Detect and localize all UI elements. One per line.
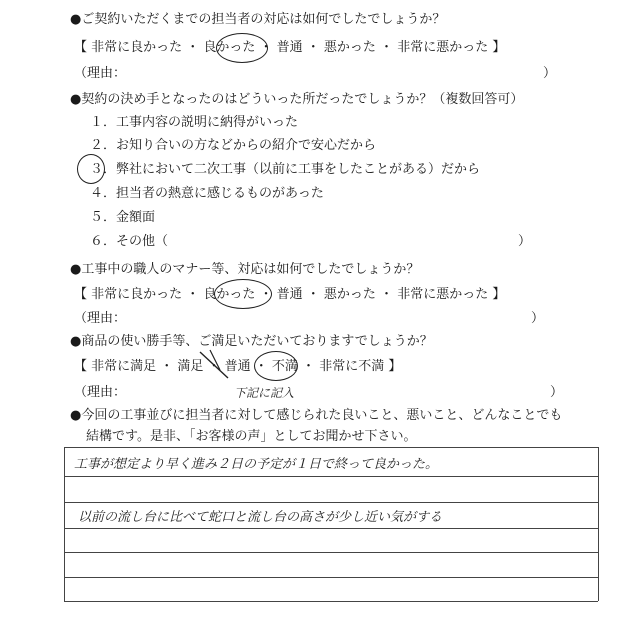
q1-selected-circle <box>216 33 268 63</box>
q2-item-selected: ３．弊社において二次工事（以前に工事をしたことがある）だから <box>90 162 481 177</box>
q2-selected-circle <box>77 154 105 184</box>
q1-reason-close: ） <box>543 66 557 81</box>
q1-options: 【 非常に良かった ・ 良かった ・ 普通 ・ 悪かった ・ 非常に悪かった 】 <box>74 40 506 55</box>
q3-reason-label: （理由： <box>74 311 127 326</box>
answer-box-rule <box>64 447 598 448</box>
q3-options: 【 非常に良かった ・ 良かった ・ 普通 ・ 悪かった ・ 非常に悪かった 】 <box>74 287 506 302</box>
q4-options: 【 非常に満足 ・ 満足 ・ 普通 ・ 不満 ・ 非常に不満 】 <box>74 359 402 374</box>
q4-reason-label: （理由： <box>74 385 127 400</box>
q2-item: ５．金額面 <box>90 210 156 225</box>
answer-box-rule <box>64 476 598 477</box>
q4-strike-mark <box>196 348 232 384</box>
answer-box-rule <box>64 502 598 503</box>
q4-handwritten-note: 下記に記入 <box>234 386 295 400</box>
q2-question: ●契約の決め手となったのはどういった所だったでしょうか？（複数回答可） <box>70 92 524 107</box>
q1-reason-label: （理由： <box>74 66 127 81</box>
q3-reason-close: ） <box>531 311 545 326</box>
answer-box-rule <box>64 552 598 553</box>
q2-item: ２．お知り合いの方などからの紹介で安心だから <box>90 138 377 153</box>
q3-question: ●工事中の職人のマナー等、対応は如何でしたでしょうか？ <box>70 262 420 277</box>
q5-handwritten-answer-2: 以前の流し台に比べて蛇口と流し台の高さが少し近い気がする <box>78 510 443 525</box>
q1-question: ●ご契約いただくまでの担当者の対応は如何でしたでしょうか？ <box>70 12 446 27</box>
q3-selected-circle <box>214 279 272 309</box>
q4-reason-close: ） <box>550 385 564 400</box>
answer-box-rule <box>64 528 598 529</box>
q5-question: ●今回の工事並びに担当者に対して感じられた良いこと、悪いこと、どんなことでも <box>70 408 563 423</box>
q2-item: １．工事内容の説明に納得がいった <box>90 115 299 130</box>
q2-item: ４．担当者の熱意に感じるものがあった <box>90 186 324 201</box>
q2-other-close: ） <box>518 234 532 249</box>
answer-box-rule <box>64 601 598 602</box>
q4-question: ●商品の使い勝手等、ご満足いただいておりますでしょうか？ <box>70 334 433 349</box>
q2-item: ６．その他（ <box>90 234 169 249</box>
q5-question-line2: 結構です。是非、「お客様の声」としてお聞かせ下さい。 <box>86 429 417 444</box>
q5-handwritten-answer-1: 工事が想定より早く進み２日の予定が１日で終って良かった。 <box>74 457 439 472</box>
q4-selected-circle <box>254 351 298 381</box>
answer-box-right-border <box>598 447 599 601</box>
answer-box-rule <box>64 577 598 578</box>
